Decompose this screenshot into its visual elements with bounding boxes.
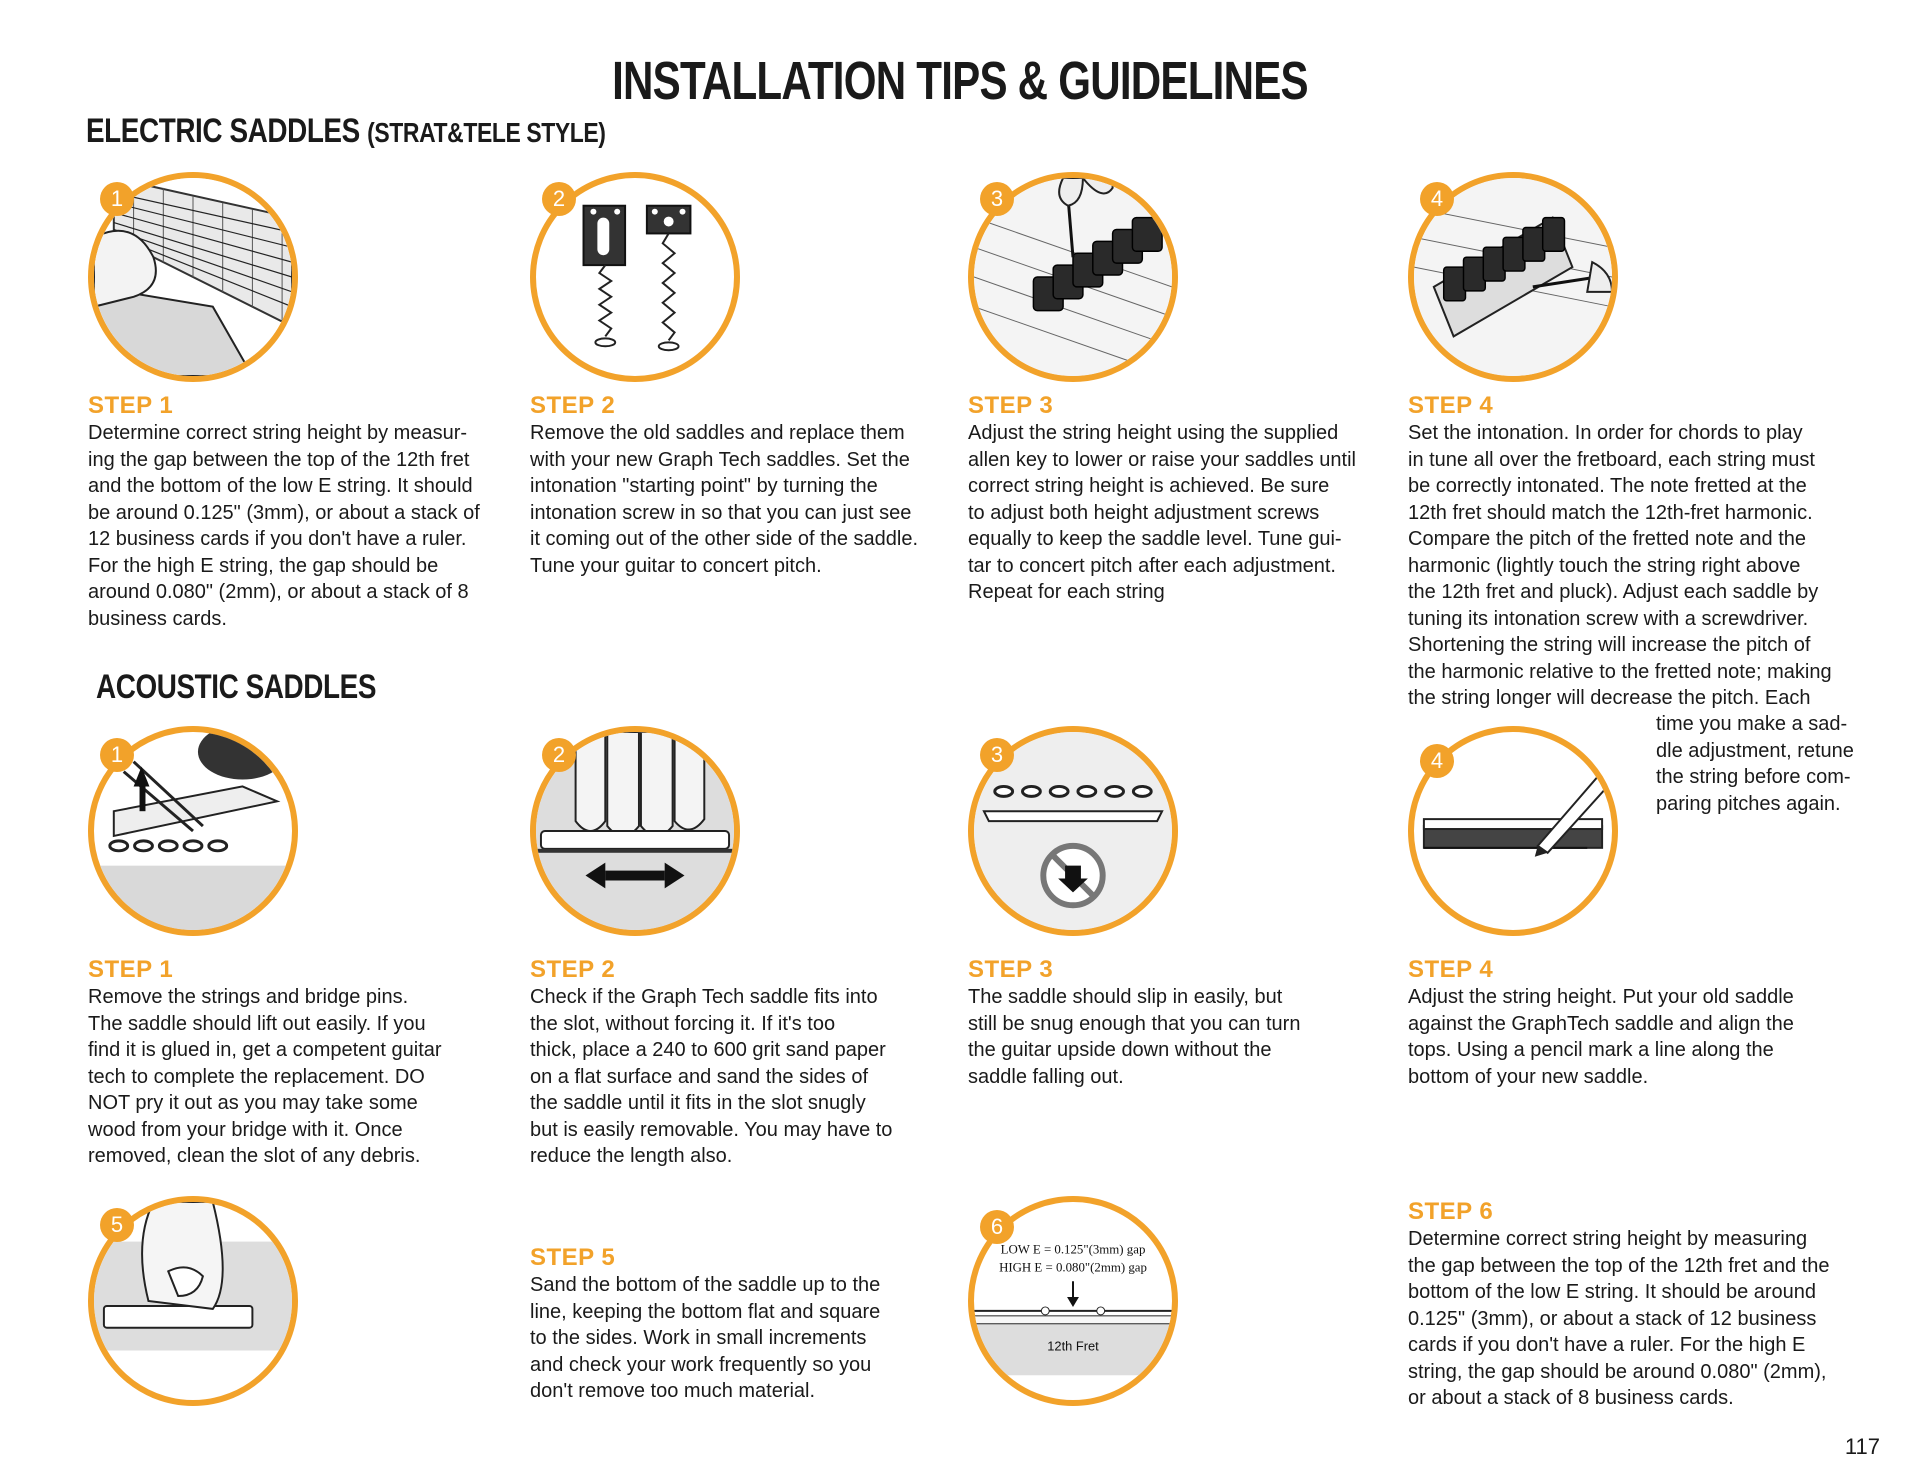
acoustic-step4-label: STEP 4 xyxy=(1408,956,1494,983)
acoustic-step1-text: Remove the strings and bridge pins. The saddle should lift out easily. If you find it is glued in, get a competent guitar tech to complete the replacement. DO NOT pry it out as you may take some wood from your bridge with it. Once removed, clean the slot of any debris. xyxy=(88,986,442,1167)
fret-diagram-low-e: LOW E = 0.125"(3mm) gap xyxy=(1000,1242,1146,1257)
fret-diagram-high-e: HIGH E = 0.080"(2mm) gap xyxy=(999,1260,1147,1275)
acoustic-step1-label: STEP 1 xyxy=(88,956,174,983)
electric-section-heading xyxy=(86,112,606,151)
electric-step3-badge: 3 xyxy=(980,182,1014,216)
acoustic-section-heading: ACOUSTIC SADDLES xyxy=(96,668,377,706)
electric-step3-text: Adjust the string height using the supplied allen key to lower or raise your saddles until correct string height is achieved. Be sure to adjust both height adjustment screws equally to keep the saddle level. Tune gui- tar to concert pitch after each adjustment. Repeat for each string xyxy=(968,422,1356,603)
electric-step1-text: Determine correct string height by measur- ing the gap between the top of the 12th fret and the bottom of the low E string. It should be around 0.125" (3mm), or about a stack of 12 business cards if you don't have a ruler. For the high E string, the gap should be around 0.080" (2mm), or about a stack of 8 business cards. xyxy=(88,422,480,630)
electric-step2-text: Remove the old saddles and replace them with your new Graph Tech saddles. Set the intonation "starting point" by turning the intonation screw in so that you can just see it coming out of the other side of the saddle. Tune your guitar to concert pitch. xyxy=(530,422,919,577)
page-number: 117 xyxy=(1844,1434,1880,1459)
acoustic-step3-text: The saddle should slip in easily, but still be snug enough that you can turn the guitar upside down without the saddle falling out. xyxy=(968,986,1301,1088)
page-title: INSTALLATION TIPS & GUIDELINES xyxy=(612,51,1308,111)
acoustic-step3-label: STEP 3 xyxy=(968,956,1054,983)
fret-diagram-label: 12th Fret xyxy=(1047,1338,1099,1354)
acoustic-step2-badge: 2 xyxy=(542,738,576,772)
electric-heading-text: ELECTRIC SADDLES xyxy=(86,112,360,150)
electric-step4-text-continued: time you make a sad- dle adjustment, retune the string before com- paring pitches again. xyxy=(1656,713,1854,815)
acoustic-step6-badge: 6 xyxy=(980,1210,1014,1244)
electric-step4-label: STEP 4 xyxy=(1408,392,1494,419)
acoustic-step5-text: Sand the bottom of the saddle up to the line, keeping the bottom flat and square to the sides. Work in small increments and check your work frequently so you don't remove too much material. xyxy=(530,1274,881,1402)
acoustic-step5-badge: 5 xyxy=(100,1208,134,1242)
acoustic-step4-badge: 4 xyxy=(1420,744,1454,778)
acoustic-step6-label: STEP 6 xyxy=(1408,1198,1494,1225)
acoustic-step5-label: STEP 5 xyxy=(530,1244,616,1271)
electric-step2-label: STEP 2 xyxy=(530,392,616,419)
electric-step1-badge: 1 xyxy=(100,182,134,216)
acoustic-step1-badge: 1 xyxy=(100,738,134,772)
electric-step3-label: STEP 3 xyxy=(968,392,1054,419)
electric-step2-badge: 2 xyxy=(542,182,576,216)
acoustic-step2-text: Check if the Graph Tech saddle fits into the slot, without forcing it. If it's too thick, place a 240 to 600 grit sand paper on a flat surface and sand the sides of the saddle until it fits in the slot snugly but is easily removable. You may have to reduce the length also. xyxy=(530,986,893,1167)
electric-step4-text: Set the intonation. In order for chords to play in tune all over the fretboard, each string must be correctly intonated. The note fretted at the 12th fret should match the 12th-fret harmonic. Compare the pitch of the fretted note and the harmonic (lightly touch the string right above the 12th fret and pluck). Adjust each saddle by tuning its intonation screw with a screwdriver. Shortening the string will increase the pitch of the harmonic relative to the fretted note; making the string longer will decrease the pitch. Each xyxy=(1408,422,1832,709)
acoustic-step2-label: STEP 2 xyxy=(530,956,616,983)
acoustic-step3-badge: 3 xyxy=(980,738,1014,772)
acoustic-step4-text: Adjust the string height. Put your old saddle against the GraphTech saddle and align the tops. Using a pencil mark a line along the bottom of your new saddle. xyxy=(1408,986,1794,1088)
acoustic-step6-text: Determine correct string height by measuring the gap between the top of the 12th fret and the bottom of the low E string. It should be around 0.125" (3mm), or about a stack of 12 business cards if you don't have a ruler. For the high E string, the gap should be around 0.080" (2mm), or about a stack of 8 business cards. xyxy=(1408,1228,1830,1409)
electric-step1-label: STEP 1 xyxy=(88,392,174,419)
electric-subheading: (STRAT&TELE STYLE) xyxy=(367,117,606,148)
electric-step4-badge: 4 xyxy=(1420,182,1454,216)
